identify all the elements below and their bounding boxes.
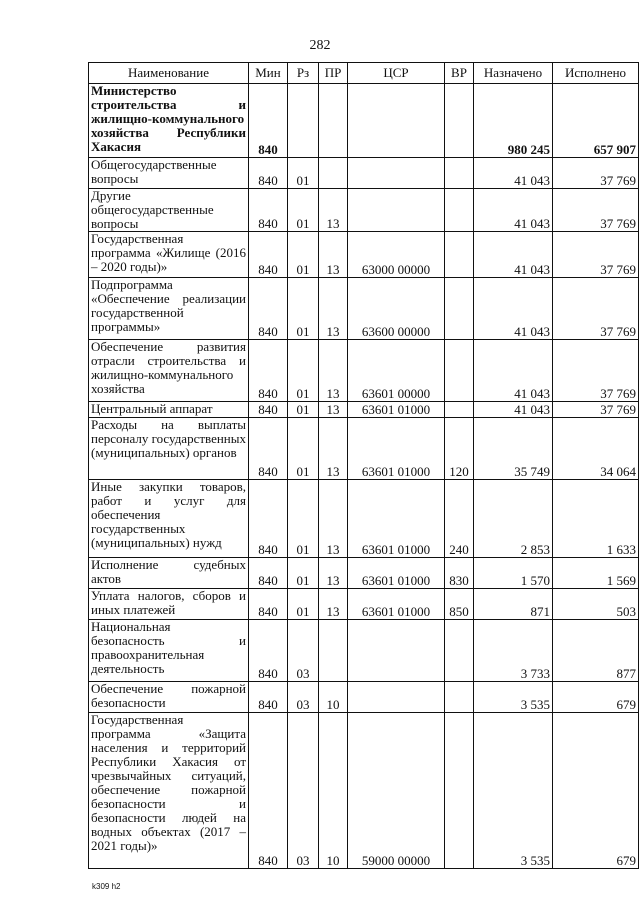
row-name: Расходы на выплаты персоналу государственных (муниципальных) органов: [89, 418, 249, 480]
row-csr: 59000 00000: [348, 713, 445, 869]
row-naznacheno: 41 043: [474, 278, 553, 340]
row-name: Общегосударственные вопросы: [89, 158, 249, 189]
row-name: Центральный аппарат: [89, 402, 249, 418]
row-vr: [445, 232, 474, 278]
row-ispolneno: 679: [553, 682, 639, 713]
row-naznacheno: 41 043: [474, 189, 553, 232]
row-rz: 01: [288, 480, 319, 558]
row-ispolneno: 877: [553, 620, 639, 682]
row-naznacheno: 41 043: [474, 232, 553, 278]
row-rz: 01: [288, 340, 319, 402]
row-name: Обеспечение пожарной безопасности: [89, 682, 249, 713]
row-ispolneno: 37 769: [553, 232, 639, 278]
row-rz: 01: [288, 232, 319, 278]
row-ispolneno: 503: [553, 589, 639, 620]
row-pr: 13: [319, 589, 348, 620]
row-csr: 63000 00000: [348, 232, 445, 278]
row-vr: [445, 84, 474, 158]
row-rz: 01: [288, 418, 319, 480]
row-csr: [348, 84, 445, 158]
row-min: 840: [249, 480, 288, 558]
row-min: 840: [249, 620, 288, 682]
row-min: 840: [249, 158, 288, 189]
row-csr: [348, 158, 445, 189]
row-csr: 63601 01000: [348, 402, 445, 418]
row-name: Обеспечение развития отрасли строительства и жилищно-коммунального хозяйства: [89, 340, 249, 402]
row-pr: [319, 620, 348, 682]
row-rz: [288, 84, 319, 158]
header-min: Мин: [249, 63, 288, 84]
row-csr: [348, 620, 445, 682]
row-vr: [445, 189, 474, 232]
table-header-row: [89, 63, 639, 84]
row-min: 840: [249, 589, 288, 620]
row-naznacheno: 35 749: [474, 418, 553, 480]
row-name: Иные закупки товаров, работ и услуг для обеспечения государственных (муниципальных) нужд: [89, 480, 249, 558]
row-ispolneno: 34 064: [553, 418, 639, 480]
table-row: [89, 189, 639, 232]
table-row: [89, 620, 639, 682]
row-pr: 13: [319, 418, 348, 480]
page-number: 282: [309, 38, 331, 53]
table-row: [89, 232, 639, 278]
row-ispolneno: 37 769: [553, 158, 639, 189]
row-pr: 13: [319, 340, 348, 402]
table-row: [89, 682, 639, 713]
row-naznacheno: 41 043: [474, 402, 553, 418]
row-naznacheno: 871: [474, 589, 553, 620]
row-vr: [445, 278, 474, 340]
row-ispolneno: 37 769: [553, 340, 639, 402]
row-min: 840: [249, 278, 288, 340]
row-naznacheno: 980 245: [474, 84, 553, 158]
row-csr: [348, 189, 445, 232]
row-name: Государственная программа «Жилище (2016 – 2020 годы)»: [89, 232, 249, 278]
row-vr: [445, 620, 474, 682]
row-vr: [445, 340, 474, 402]
row-naznacheno: 3 733: [474, 620, 553, 682]
row-pr: 13: [319, 189, 348, 232]
row-name: Национальная безопасность и правоохранительная деятельность: [89, 620, 249, 682]
table-row: [89, 278, 639, 340]
row-vr: [445, 713, 474, 869]
row-csr: 63601 01000: [348, 480, 445, 558]
row-pr: [319, 158, 348, 189]
row-naznacheno: 41 043: [474, 158, 553, 189]
row-name: Другие общегосударственные вопросы: [89, 189, 249, 232]
row-name: Исполнение судебных актов: [89, 558, 249, 589]
row-min: 840: [249, 84, 288, 158]
row-rz: 01: [288, 589, 319, 620]
row-vr: [445, 402, 474, 418]
row-csr: 63600 00000: [348, 278, 445, 340]
row-naznacheno: 3 535: [474, 713, 553, 869]
row-vr: 240: [445, 480, 474, 558]
row-naznacheno: 1 570: [474, 558, 553, 589]
table-row: [89, 558, 639, 589]
row-min: 840: [249, 402, 288, 418]
table-row: [89, 84, 639, 158]
row-naznacheno: 41 043: [474, 340, 553, 402]
row-min: 840: [249, 189, 288, 232]
table-row: [89, 402, 639, 418]
table-row: [89, 158, 639, 189]
row-rz: 01: [288, 189, 319, 232]
header-vr: ВР: [445, 63, 474, 84]
table-row: [89, 713, 639, 869]
row-min: 840: [249, 682, 288, 713]
row-min: 840: [249, 232, 288, 278]
row-pr: 13: [319, 278, 348, 340]
header-csr: ЦСР: [348, 63, 445, 84]
row-rz: 03: [288, 713, 319, 869]
table-row: [89, 340, 639, 402]
row-csr: [348, 682, 445, 713]
table-row: [89, 589, 639, 620]
row-min: 840: [249, 340, 288, 402]
footer-code: k309 h2: [92, 882, 121, 891]
row-ispolneno: 679: [553, 713, 639, 869]
row-ispolneno: 37 769: [553, 189, 639, 232]
header-rz: Рз: [288, 63, 319, 84]
row-rz: 01: [288, 278, 319, 340]
row-vr: 850: [445, 589, 474, 620]
budget-table: [88, 62, 639, 869]
row-name: Государственная программа «Защита населения и территорий Республики Хакасия от чрезвычайных ситуаций, обеспечение пожарной безопасности и безопасности людей на водных объектах (2017 – 2021 годы)»: [89, 713, 249, 869]
row-ispolneno: 37 769: [553, 278, 639, 340]
table-row: [89, 480, 639, 558]
table-row: [89, 418, 639, 480]
row-min: 840: [249, 418, 288, 480]
row-vr: [445, 682, 474, 713]
row-pr: 10: [319, 713, 348, 869]
row-pr: 13: [319, 402, 348, 418]
row-rz: 01: [288, 402, 319, 418]
row-rz: 03: [288, 682, 319, 713]
row-name: Уплата налогов, сборов и иных платежей: [89, 589, 249, 620]
row-ispolneno: 1 633: [553, 480, 639, 558]
row-pr: 13: [319, 480, 348, 558]
row-name: Подпрограмма «Обеспечение реализации государственной программы»: [89, 278, 249, 340]
row-rz: 03: [288, 620, 319, 682]
row-rz: 01: [288, 558, 319, 589]
header-pr: ПР: [319, 63, 348, 84]
row-naznacheno: 3 535: [474, 682, 553, 713]
row-vr: 120: [445, 418, 474, 480]
header-ispolneno: Исполнено: [553, 63, 639, 84]
row-csr: 63601 00000: [348, 340, 445, 402]
row-csr: 63601 01000: [348, 558, 445, 589]
row-min: 840: [249, 713, 288, 869]
row-name: Министерство строительства и жилищно-коммунального хозяйства Республики Хакасия: [89, 84, 249, 158]
row-pr: 10: [319, 682, 348, 713]
row-naznacheno: 2 853: [474, 480, 553, 558]
row-vr: [445, 158, 474, 189]
header-naznacheno: Назначено: [474, 63, 553, 84]
row-csr: 63601 01000: [348, 418, 445, 480]
row-pr: [319, 84, 348, 158]
row-rz: 01: [288, 158, 319, 189]
row-ispolneno: 657 907: [553, 84, 639, 158]
header-name: Наименование: [89, 63, 249, 84]
row-ispolneno: 37 769: [553, 402, 639, 418]
row-csr: 63601 01000: [348, 589, 445, 620]
row-pr: 13: [319, 232, 348, 278]
row-ispolneno: 1 569: [553, 558, 639, 589]
row-vr: 830: [445, 558, 474, 589]
row-min: 840: [249, 558, 288, 589]
row-pr: 13: [319, 558, 348, 589]
